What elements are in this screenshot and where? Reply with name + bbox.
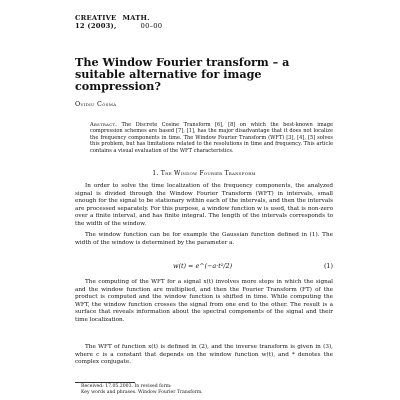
- author-name: Ovidiu Cosma: [75, 100, 117, 108]
- section-heading: 1. The Window Fourier Transform: [152, 170, 256, 177]
- paper-title: The Window Fourier transform – a suitable alternative for image compression?: [75, 55, 290, 93]
- paragraph-4: The WFT of function x(t) is defined in (2), and the inverse transform is given in (3), where c is a constant that depends on the window function w(t), and * denotes the complex conjugate.: [75, 344, 333, 366]
- paragraph-1: In order to solve the time localization of the frequency components, the analyzed signal is divided through the Window Fourier Transform (WFT) in intervals, small enough for the signal to be stationary within each of the intervals, and then the intervals are processed separately. For this purpose, a window function w is used, that is non-zero over a finite interval, and has finite integral. The length of the intervals corresponds to the width of the window.: [75, 183, 333, 227]
- journal-name-part2: MATH.: [122, 14, 150, 22]
- journal-header: [75, 14, 162, 30]
- abstract-block: [90, 122, 333, 154]
- abstract-label: Abstract.: [90, 122, 118, 128]
- journal-volume: 12 (2003),: [75, 22, 117, 30]
- footnote-rule: [75, 382, 135, 383]
- paragraph-3: The computing of the WFT for a signal x(t) involves more steps in which the signal and the window function are multiplied, and then the Fourier Transform (FT) of the product is computed and the window function is shifted in time. While computing the WFT, the window function crosses the signal from one end to the other. The result is a surface that reveals information about the spectral components of the signal and their time localization.: [75, 279, 333, 323]
- equation-formula: w(t) = e^(−a·t²/2): [173, 262, 233, 270]
- footnote-keywords: Key words and phrases. Window Fourier Transform.: [81, 390, 203, 395]
- journal-pages: 00–00: [140, 22, 163, 30]
- abstract-text: The Discrete Cosine Transform [6], [8] on which the best-known image compression schemes are based [7], [1], has the major disadvantage that it does not localize the frequency components in time. The Window Fourier Transform (WFT) [3], [4], [5] solves this problem, but has limitations related to the resolutions in time and frequency. This article contains a visual evaluation of the WFT characteristics.: [90, 122, 333, 154]
- paragraph-2: The window function can be for example the Gaussian function defined in (1). The width of the window is determined by the parameter a.: [75, 232, 333, 246]
- equation-number: (1): [323, 262, 333, 270]
- footnote-received: Received: 17.05.2003. In revised form:: [81, 384, 172, 389]
- equation-1: [75, 262, 333, 272]
- journal-name-part1: CREATIVE: [75, 14, 117, 22]
